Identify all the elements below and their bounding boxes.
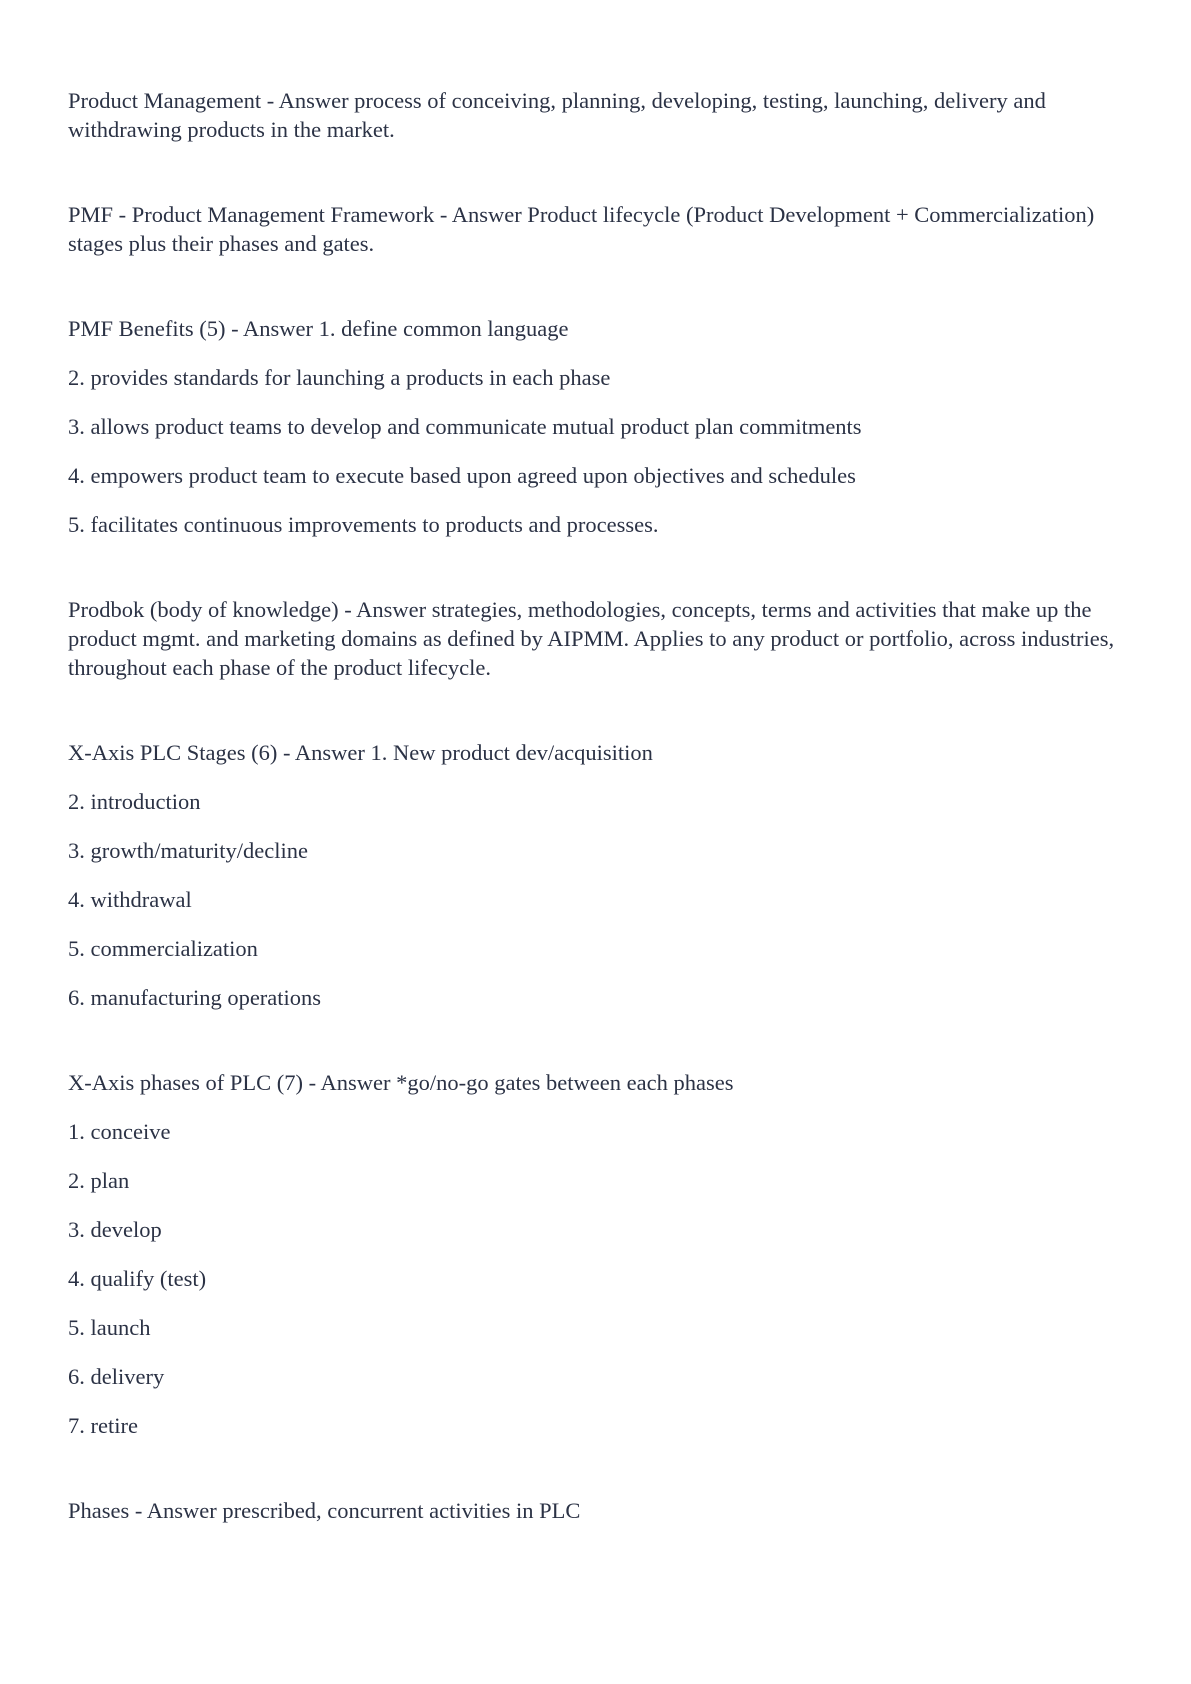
- entry-text: PMF - Product Management Framework - Answer Product lifecycle (Product Development + Commercialization) stages plus their phases and gates.: [68, 202, 1095, 256]
- entry-text: Prodbok (body of knowledge) - Answer strategies, methodologies, concepts, terms and activities that make up the product mgmt. and marketing domains as defined by AIPMM. Applies to any product or portfolio, across industries, throughout each phase of the product lifecycle.: [68, 597, 1115, 680]
- list-item: 4. empowers product team to execute based upon agreed upon objectives and schedules: [68, 463, 856, 488]
- entry-text: Product Management - Answer process of conceiving, planning, developing, testing, launching, delivery and withdrawing products in the market.: [68, 88, 1046, 142]
- entry-text: PMF Benefits (5) - Answer 1. define common language: [68, 316, 569, 341]
- list-item: 3. develop: [68, 1217, 162, 1242]
- list-item: 1. conceive: [68, 1119, 171, 1144]
- entry-plc-phases: [68, 1068, 1128, 1440]
- list-item: 7. retire: [68, 1413, 138, 1438]
- entry-text: Phases - Answer prescribed, concurrent activities in PLC: [68, 1498, 581, 1523]
- list-item: 4. qualify (test): [68, 1266, 207, 1291]
- entry-prodbok: [68, 595, 1128, 682]
- list-item: 5. facilitates continuous improvements to products and processes.: [68, 512, 659, 537]
- list-item: 5. launch: [68, 1315, 151, 1340]
- list-item: 5. commercialization: [68, 936, 258, 961]
- entry-pmf: [68, 200, 1128, 258]
- list-item: 2. provides standards for launching a products in each phase: [68, 365, 611, 390]
- list-item: 6. delivery: [68, 1364, 165, 1389]
- list-item: 3. growth/maturity/decline: [68, 838, 308, 863]
- list-item: 3. allows product teams to develop and communicate mutual product plan commitments: [68, 414, 862, 439]
- list-item: 2. plan: [68, 1168, 130, 1193]
- entry-text: X-Axis phases of PLC (7) - Answer *go/no-go gates between each phases: [68, 1070, 734, 1095]
- list-item: 6. manufacturing operations: [68, 985, 322, 1010]
- entry-plc-stages: [68, 738, 1128, 1012]
- document-page: [68, 86, 1128, 1581]
- entry-pmf-benefits: [68, 314, 1128, 539]
- list-item: 4. withdrawal: [68, 887, 192, 912]
- entry-phases: [68, 1496, 1128, 1525]
- list-item: 2. introduction: [68, 789, 201, 814]
- entry-text: X-Axis PLC Stages (6) - Answer 1. New product dev/acquisition: [68, 740, 653, 765]
- entry-product-management: [68, 86, 1128, 144]
